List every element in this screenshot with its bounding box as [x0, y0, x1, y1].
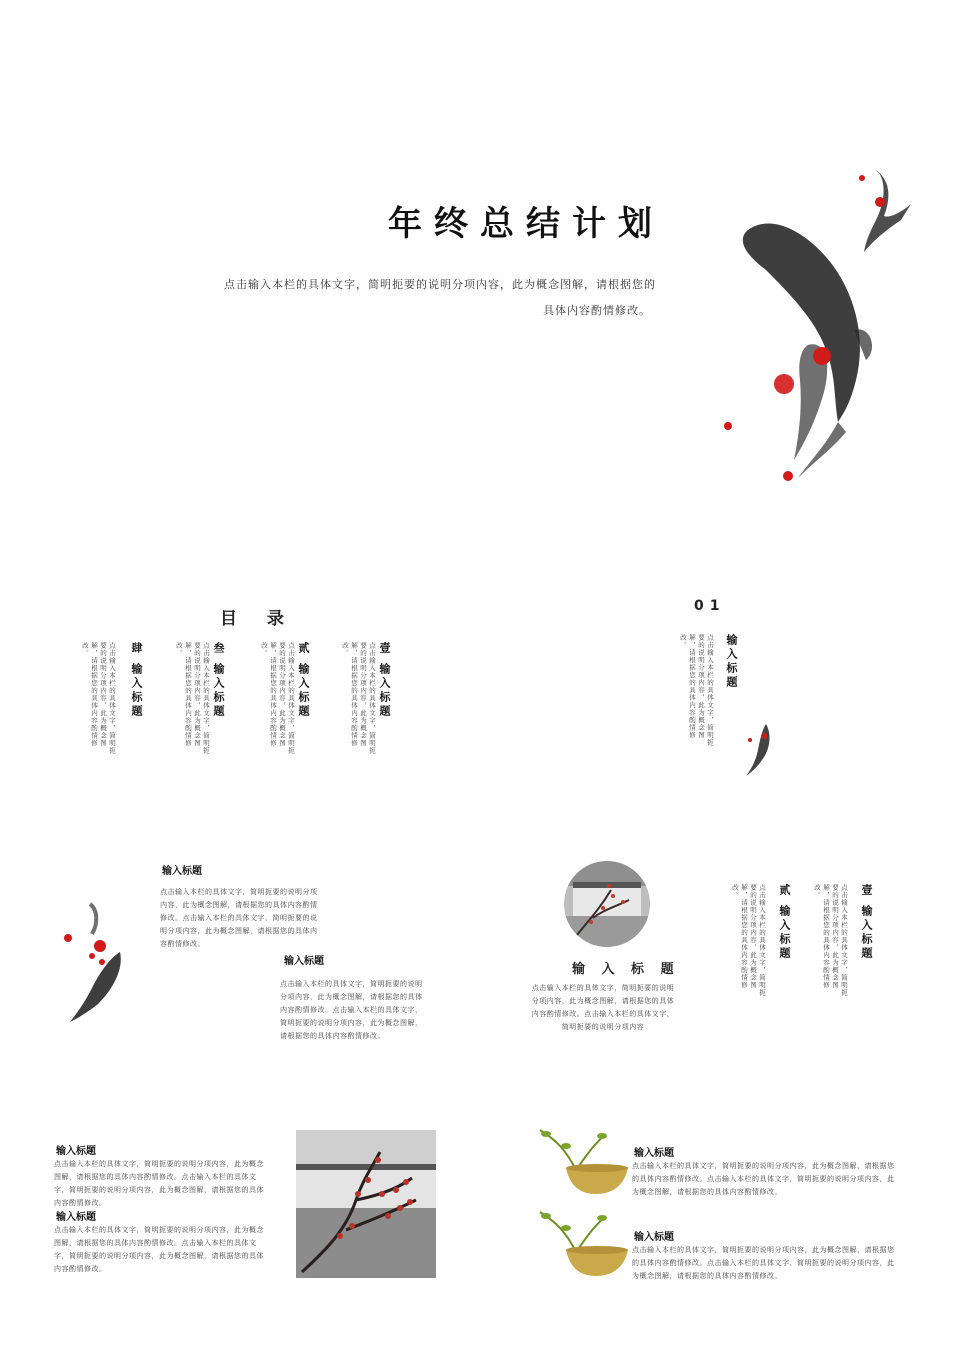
- slide6-block1-title: 输入标题: [56, 1146, 96, 1157]
- slide5-circle-title: 输 入 标 题: [572, 962, 680, 977]
- slide5-item-2-title: 贰 输入标题: [778, 884, 791, 961]
- koi-left-illustration: [62, 900, 132, 1030]
- slide4-block2-text: 点击输入本栏的具体文字，简明扼要的说明分项内容，此为概念图解，请根据您的具体内容酌情修改。点击输入本栏的具体文字，简明扼要的说明分项内容，此为概念图解，请根据您的具体内容酌情修改。: [280, 980, 423, 1040]
- plum-blossom-photo: [296, 1130, 436, 1278]
- slide4-block2-title: 输入标题: [284, 956, 324, 967]
- slide5-item-1-text: 点击输入本栏的具体文字，简明扼要的说明分项内容，此为概念图解，请根据您的具体内容酌情修改。: [813, 884, 848, 997]
- bowl-plant-illustration-1: [536, 1120, 632, 1200]
- toc-item-3-title: 叁 输入标题: [212, 642, 225, 719]
- toc-item-4-title: 肆 输入标题: [130, 642, 143, 719]
- toc-item-1-title: 壹 输入标题: [378, 642, 391, 719]
- bowl-plant-illustration-2: [536, 1202, 632, 1282]
- slide7-block1-text: 点击输入本栏的具体文字，简明扼要的说明分项内容，此为概念图解，请根据您的具体内容酌情修改。点击输入本栏的具体文字，简明扼要的说明分项内容，此为概念图解，请根据您的具体内容酌情修改。: [632, 1162, 895, 1196]
- cover-title: 年终总结计划: [388, 204, 664, 244]
- toc-item-1-text: 点击输入本栏的具体文字，简明扼要的说明分项内容，此为概念图解，请根据您的具体内容酌情修改。: [341, 642, 376, 755]
- slide4-block1-text: 点击输入本栏的具体文字，简明扼要的说明分项内容，此为概念图解，请根据您的具体内容酌情修改。点击输入本栏的具体文字，简明扼要的说明分项内容，此为概念图解，请根据您的具体内容酌情修改。: [160, 888, 318, 948]
- small-koi-illustration: [742, 720, 776, 778]
- slide6-block2-text: 点击输入本栏的具体文字，简明扼要的说明分项内容，此为概念图解，请根据您的具体内容酌情修改。点击输入本栏的具体文字，简明扼要的说明分项内容，此为概念图解，请根据您的具体内容酌情修改。: [54, 1226, 264, 1273]
- section-title: 输入标题: [725, 634, 738, 690]
- plum-blossom-circle-image: [563, 860, 651, 948]
- slide4-block1-title: 输入标题: [162, 866, 202, 877]
- toc-item-2-text: 点击输入本栏的具体文字，简明扼要的说明分项内容，此为概念图解，请根据您的具体内容酌情修改。: [260, 642, 295, 755]
- toc-title: 目 录: [220, 609, 296, 629]
- section-text: 点击输入本栏的具体文字，简明扼要的说明分项内容，此为概念图解，请根据您的具体内容酌情修改。: [679, 634, 714, 747]
- slide7-block1-title: 输入标题: [634, 1148, 674, 1159]
- slide7-block2-text: 点击输入本栏的具体文字，简明扼要的说明分项内容，此为概念图解，请根据您的具体内容酌情修改。点击输入本栏的具体文字，简明扼要的说明分项内容，此为概念图解，请根据您的具体内容酌情修改。: [632, 1246, 895, 1280]
- slide5-item-1-title: 壹 输入标题: [860, 884, 873, 961]
- slide7-block2-title: 输入标题: [634, 1232, 674, 1243]
- slide6-block1-text: 点击输入本栏的具体文字，简明扼要的说明分项内容，此为概念图解，请根据您的具体内容酌情修改。点击输入本栏的具体文字，简明扼要的说明分项内容，此为概念图解，请根据您的具体内容酌情修改。: [54, 1160, 264, 1207]
- toc-item-4-text: 点击输入本栏的具体文字，简明扼要的说明分项内容，此为概念图解，请根据您的具体内容酌情修改。: [81, 642, 116, 755]
- toc-item-3-text: 点击输入本栏的具体文字，简明扼要的说明分项内容，此为概念图解，请根据您的具体内容酌情修改。: [175, 642, 210, 755]
- toc-item-2-title: 贰 输入标题: [297, 642, 310, 719]
- slide6-block2-title: 输入标题: [56, 1212, 96, 1223]
- koi-fish-illustration: [706, 160, 926, 490]
- slide5-item-2-text: 点击输入本栏的具体文字，简明扼要的说明分项内容，此为概念图解，请根据您的具体内容酌情修改。: [731, 884, 766, 997]
- cover-subtitle-line2: 具体内容酌情修改。: [543, 304, 651, 317]
- slide5-circle-text: 点击输入本栏的具体文字，简明扼要的说明分项内容，此为概念图解，请根据您的具体内容酌情修改。点击输入本栏的具体文字，简明扼要的说明分项内容: [531, 984, 675, 1031]
- section-number: 01: [694, 598, 726, 614]
- cover-subtitle-line1: 点击输入本栏的具体文字，简明扼要的说明分项内容，此为概念图解，请根据您的: [224, 278, 656, 291]
